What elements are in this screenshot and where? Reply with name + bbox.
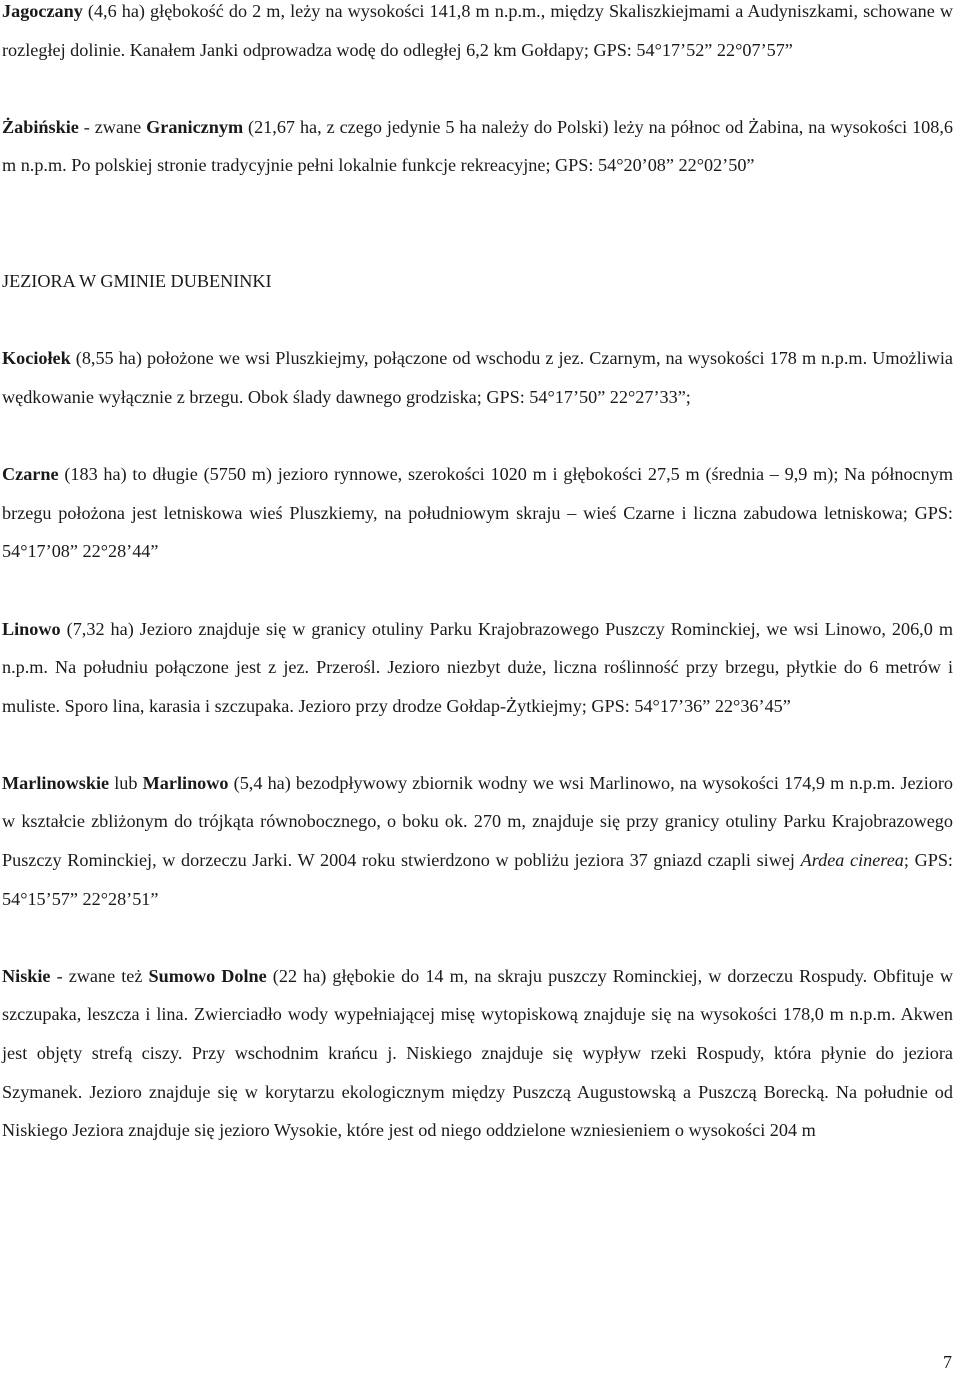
bold-name: Niskie: [2, 965, 51, 986]
bold-name: Granicznym: [146, 116, 244, 137]
bold-name: Linowo: [2, 618, 61, 639]
text-run: (7,32 ha) Jezioro znajduje się w granicy otuliny Parku Krajobrazowego Puszczy Rominckiej, we wsi Linowo, 206,0 m n.p.m. Na południu połączone jest z jez. Przerośl. Jezioro niezbyt duże, liczna roślinność przy brzegu, płytkie do 6 metrów i muliste. Sporo lina, karasia i szczupaka. Jezioro przy drodze Gołdap-Żytkiejmy; GPS: 54°17’36” 22°36’45”: [2, 618, 953, 716]
bold-name: Marlinowo: [142, 772, 229, 793]
page-number: 7: [943, 1352, 952, 1372]
text-run: (21,67 ha, z czego jedynie 5 ha należy do Polski) leży na północ od Żabina, na wysokości 108,6 m n.p.m. Po polskiej stronie tradycyjnie pełni lokalnie funkcje rekreacyjne; GPS: 54°20’08” 22°02’50”: [2, 116, 953, 176]
section-heading-dubeninki: [2, 262, 953, 301]
text-run: (8,55 ha) położone we wsi Pluszkiejmy, połączone od wschodu z jez. Czarnym, na wysokości 178 m n.p.m. Umożliwia wędkowanie wyłącznie z brzegu. Obok ślady dawnego grodziska; GPS: 54°17’50” 22°27’33”;: [2, 348, 953, 407]
text-run: lub: [109, 772, 143, 793]
text-run: (22 ha) głębokie do 14 m, na skraju puszczy Rominckiej, w dorzeczu Rospudy. Obfituje w szczupaka, leszcza i lina. Zwierciadło wody wypełniającej misę wytopiskową znajduje się na wysokości 178,0 m n.p.m. Akwen jest objęty strefą ciszy. Przy wschodnim krańcu j. Niskiego znajduje się wypływ rzeki Rospudy, która płynie do jeziora Szymanek. Jezioro znajduje się w korytarzu ekologicznym między Puszczą Augustowską a Puszczą Borecką. Na południe od Niskiego Jeziora znajduje się jezioro Wysokie, które jest od niego oddzielone wzniesieniem o wysokości 204 m: [2, 965, 954, 1141]
paragraph-linowo: [2, 610, 953, 726]
text-run: (183 ha) to długie (5750 m) jezioro rynnowe, szerokości 1020 m i głębokości 27,5 m (średnia – 9,9 m); Na północnym brzegu położona jest letniskowa wieś Pluszkiemy, na południowym skraju – wieś Czarne i liczna zabudowa letniskowa; GPS: 54°17’08” 22°28’44”: [2, 464, 953, 562]
bold-name: Żabińskie: [2, 116, 79, 137]
bold-name: Marlinowskie: [2, 772, 110, 793]
bold-name: Jagoczany: [2, 1, 83, 21]
text-run: ; GPS: 54°15’57” 22°28’51”: [2, 850, 953, 909]
text-run: - zwane też: [50, 965, 149, 986]
text-run: - zwane: [78, 116, 147, 137]
bold-name: Czarne: [2, 464, 59, 485]
text-run: (5,4 ha) bezodpływowy zbiornik wodny we wsi Marlinowo, na wysokości 174,9 m n.p.m. Jezioro w kształcie zbliżonym do trójkąta równobocznego, o boku ok. 270 m, znajduje się przy granicy otuliny Parku Krajobrazowego Puszczy Rominckiej, w dorzeczu Jarki. W 2004 roku stwierdzono w pobliżu jeziora 37 gniazd czapli siwej: [2, 772, 953, 871]
latin-name: Ardea cinerea: [800, 850, 904, 871]
paragraph-marlinowskie: [2, 764, 953, 918]
document-page: [2, 0, 953, 1150]
paragraph-niskie: [2, 957, 953, 1150]
paragraph-zabinskie: [2, 108, 953, 185]
bold-name: Kociołek: [2, 348, 71, 369]
text-run: JEZIORA W GMINIE DUBENINKI: [2, 271, 272, 292]
paragraph-czarne: [2, 455, 953, 571]
paragraph-kociolek: [2, 339, 953, 416]
paragraph-jagoczany: [2, 0, 953, 69]
text-run: (4,6 ha) głębokość do 2 m, leży na wysokości 141,8 m n.p.m., między Skaliszkiejmami a Audyniszkami, schowane w rozległej dolinie. Kanałem Janki odprowadza wodę do odległej 6,2 km Gołdapy; GPS: 54°17’52” 22°07’57”: [2, 1, 953, 60]
bold-name: Sumowo Dolne: [148, 965, 267, 986]
